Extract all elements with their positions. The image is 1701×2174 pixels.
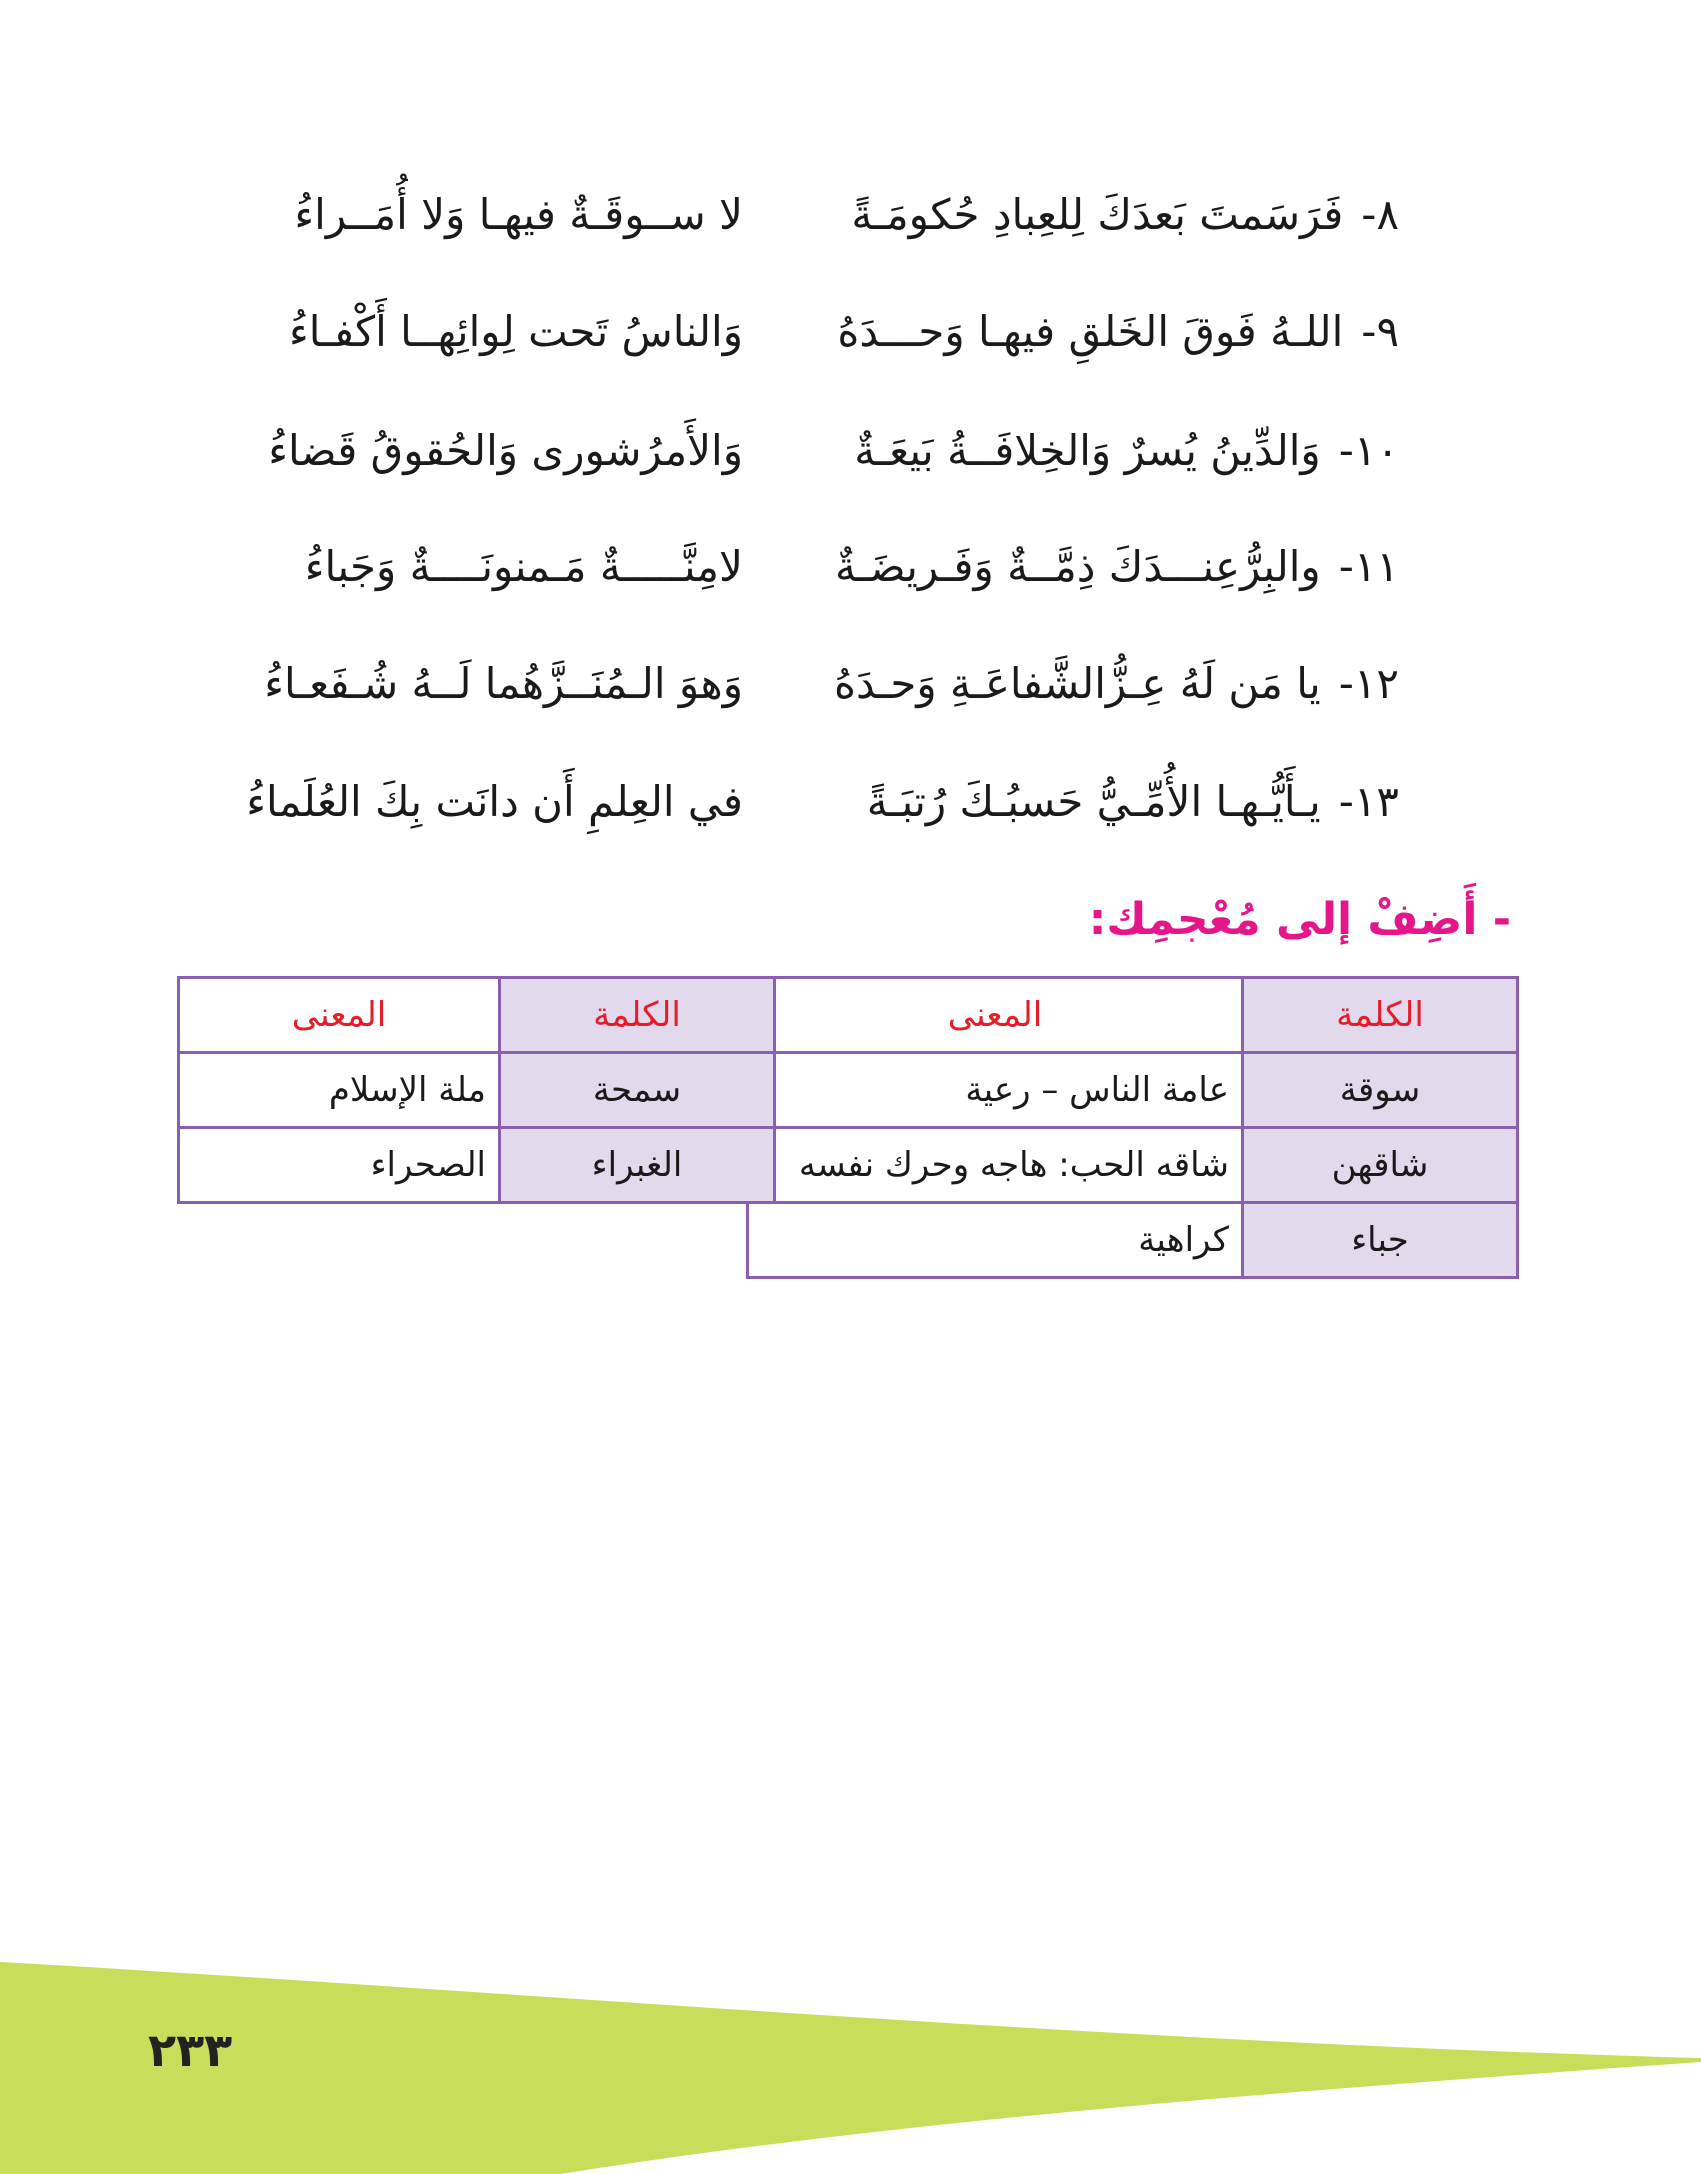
table-row bbox=[748, 1203, 1518, 1278]
meaning-cell: شاقه الحب: هاجه وحرك نفسه bbox=[748, 1128, 1243, 1203]
footer-green-wave bbox=[0, 1962, 1701, 2174]
verse-first-hemistich bbox=[809, 762, 1399, 842]
table-row bbox=[748, 1053, 1518, 1128]
meaning-cell: كراهية bbox=[748, 1203, 1243, 1278]
verse-number: ١٠- bbox=[1338, 426, 1399, 475]
table-row bbox=[748, 1128, 1518, 1203]
verse-first-hemistich bbox=[809, 175, 1399, 255]
table-row bbox=[179, 1128, 775, 1203]
vocabulary-table-left bbox=[177, 976, 776, 1204]
word-cell: شاقهن bbox=[1243, 1128, 1518, 1203]
verse-second-hemistich: وَالأَمرُشورى وَالحُقوقُ قَضاءُ bbox=[268, 426, 743, 475]
verse-first-hemistich bbox=[809, 292, 1399, 372]
table-header-row bbox=[748, 978, 1518, 1053]
verse-first-text: يـأَيُّـهـا الأُمِّـيُّ حَسبُـكَ رُتبَـةً bbox=[866, 777, 1321, 826]
vocabulary-table-right bbox=[746, 976, 1519, 1279]
verse-first-text: اللـهُ فَوقَ الخَلقِ فيهـا وَحـــدَهُ bbox=[837, 307, 1344, 356]
table-header-row bbox=[179, 978, 775, 1053]
verse-first-text: يا مَن لَهُ عِـزُّالشَّفاعَـةِ وَحـدَهُ bbox=[834, 659, 1321, 708]
word-cell: سوقة bbox=[1243, 1053, 1518, 1128]
footer-decoration bbox=[0, 1950, 1701, 2174]
verse-first-hemistich bbox=[809, 644, 1399, 724]
vocabulary-tables bbox=[177, 976, 1519, 1296]
verse-second-hemistich: وَهوَ الـمُنَــزَّهُما لَــهُ شُـفَعـاءُ bbox=[264, 659, 743, 708]
header-word-cell: الكلمة bbox=[1243, 978, 1518, 1053]
verse-number: ٨- bbox=[1361, 190, 1399, 239]
header-meaning-cell: المعنى bbox=[179, 978, 500, 1053]
header-word-cell: الكلمة bbox=[500, 978, 775, 1053]
page-number: ٢٣٣ bbox=[148, 2023, 233, 2077]
verse-first-hemistich bbox=[809, 411, 1399, 491]
verse-number: ١١- bbox=[1338, 542, 1399, 591]
word-cell: جباء bbox=[1243, 1203, 1518, 1278]
verse-number: ١٢- bbox=[1338, 659, 1399, 708]
verse-first-text: فَرَسَمتَ بَعدَكَ لِلعِبادِ حُكومَـةً bbox=[851, 190, 1344, 239]
header-meaning-cell: المعنى bbox=[748, 978, 1243, 1053]
meaning-cell: ملة الإسلام bbox=[179, 1053, 500, 1128]
vocabulary-heading: - أَضِفْ إلى مُعْجمِك: bbox=[1088, 894, 1511, 945]
word-cell: سمحة bbox=[500, 1053, 775, 1128]
verse-first-text: والبِرُّعِنـــدَكَ ذِمَّــةٌ وَفَـريضَـةٌ bbox=[835, 542, 1321, 591]
verse-second-hemistich: وَالناسُ تَحت لِوائِهــا أَكْفـاءُ bbox=[289, 307, 743, 356]
meaning-cell: عامة الناس – رعية bbox=[748, 1053, 1243, 1128]
verse-second-hemistich: لا ســوقَـةٌ فيهـا وَلا أُمَــراءُ bbox=[294, 190, 743, 239]
verse-number: ٩- bbox=[1361, 307, 1399, 356]
verse-first-text: وَالدِّينُ يُسرٌ وَالخِلافَــةُ بَيعَـةٌ bbox=[854, 426, 1321, 475]
verse-number: ١٣- bbox=[1338, 777, 1399, 826]
meaning-cell: الصحراء bbox=[179, 1128, 500, 1203]
word-cell: الغبراء bbox=[500, 1128, 775, 1203]
verse-first-hemistich bbox=[809, 527, 1399, 607]
verse-second-hemistich: في العِلمِ أَن دانَت بِكَ العُلَماءُ bbox=[246, 777, 743, 826]
verse-second-hemistich: لامِنَّـــــةٌ مَـمنونَــــةٌ وَجَباءُ bbox=[304, 542, 743, 591]
table-row bbox=[179, 1053, 775, 1128]
